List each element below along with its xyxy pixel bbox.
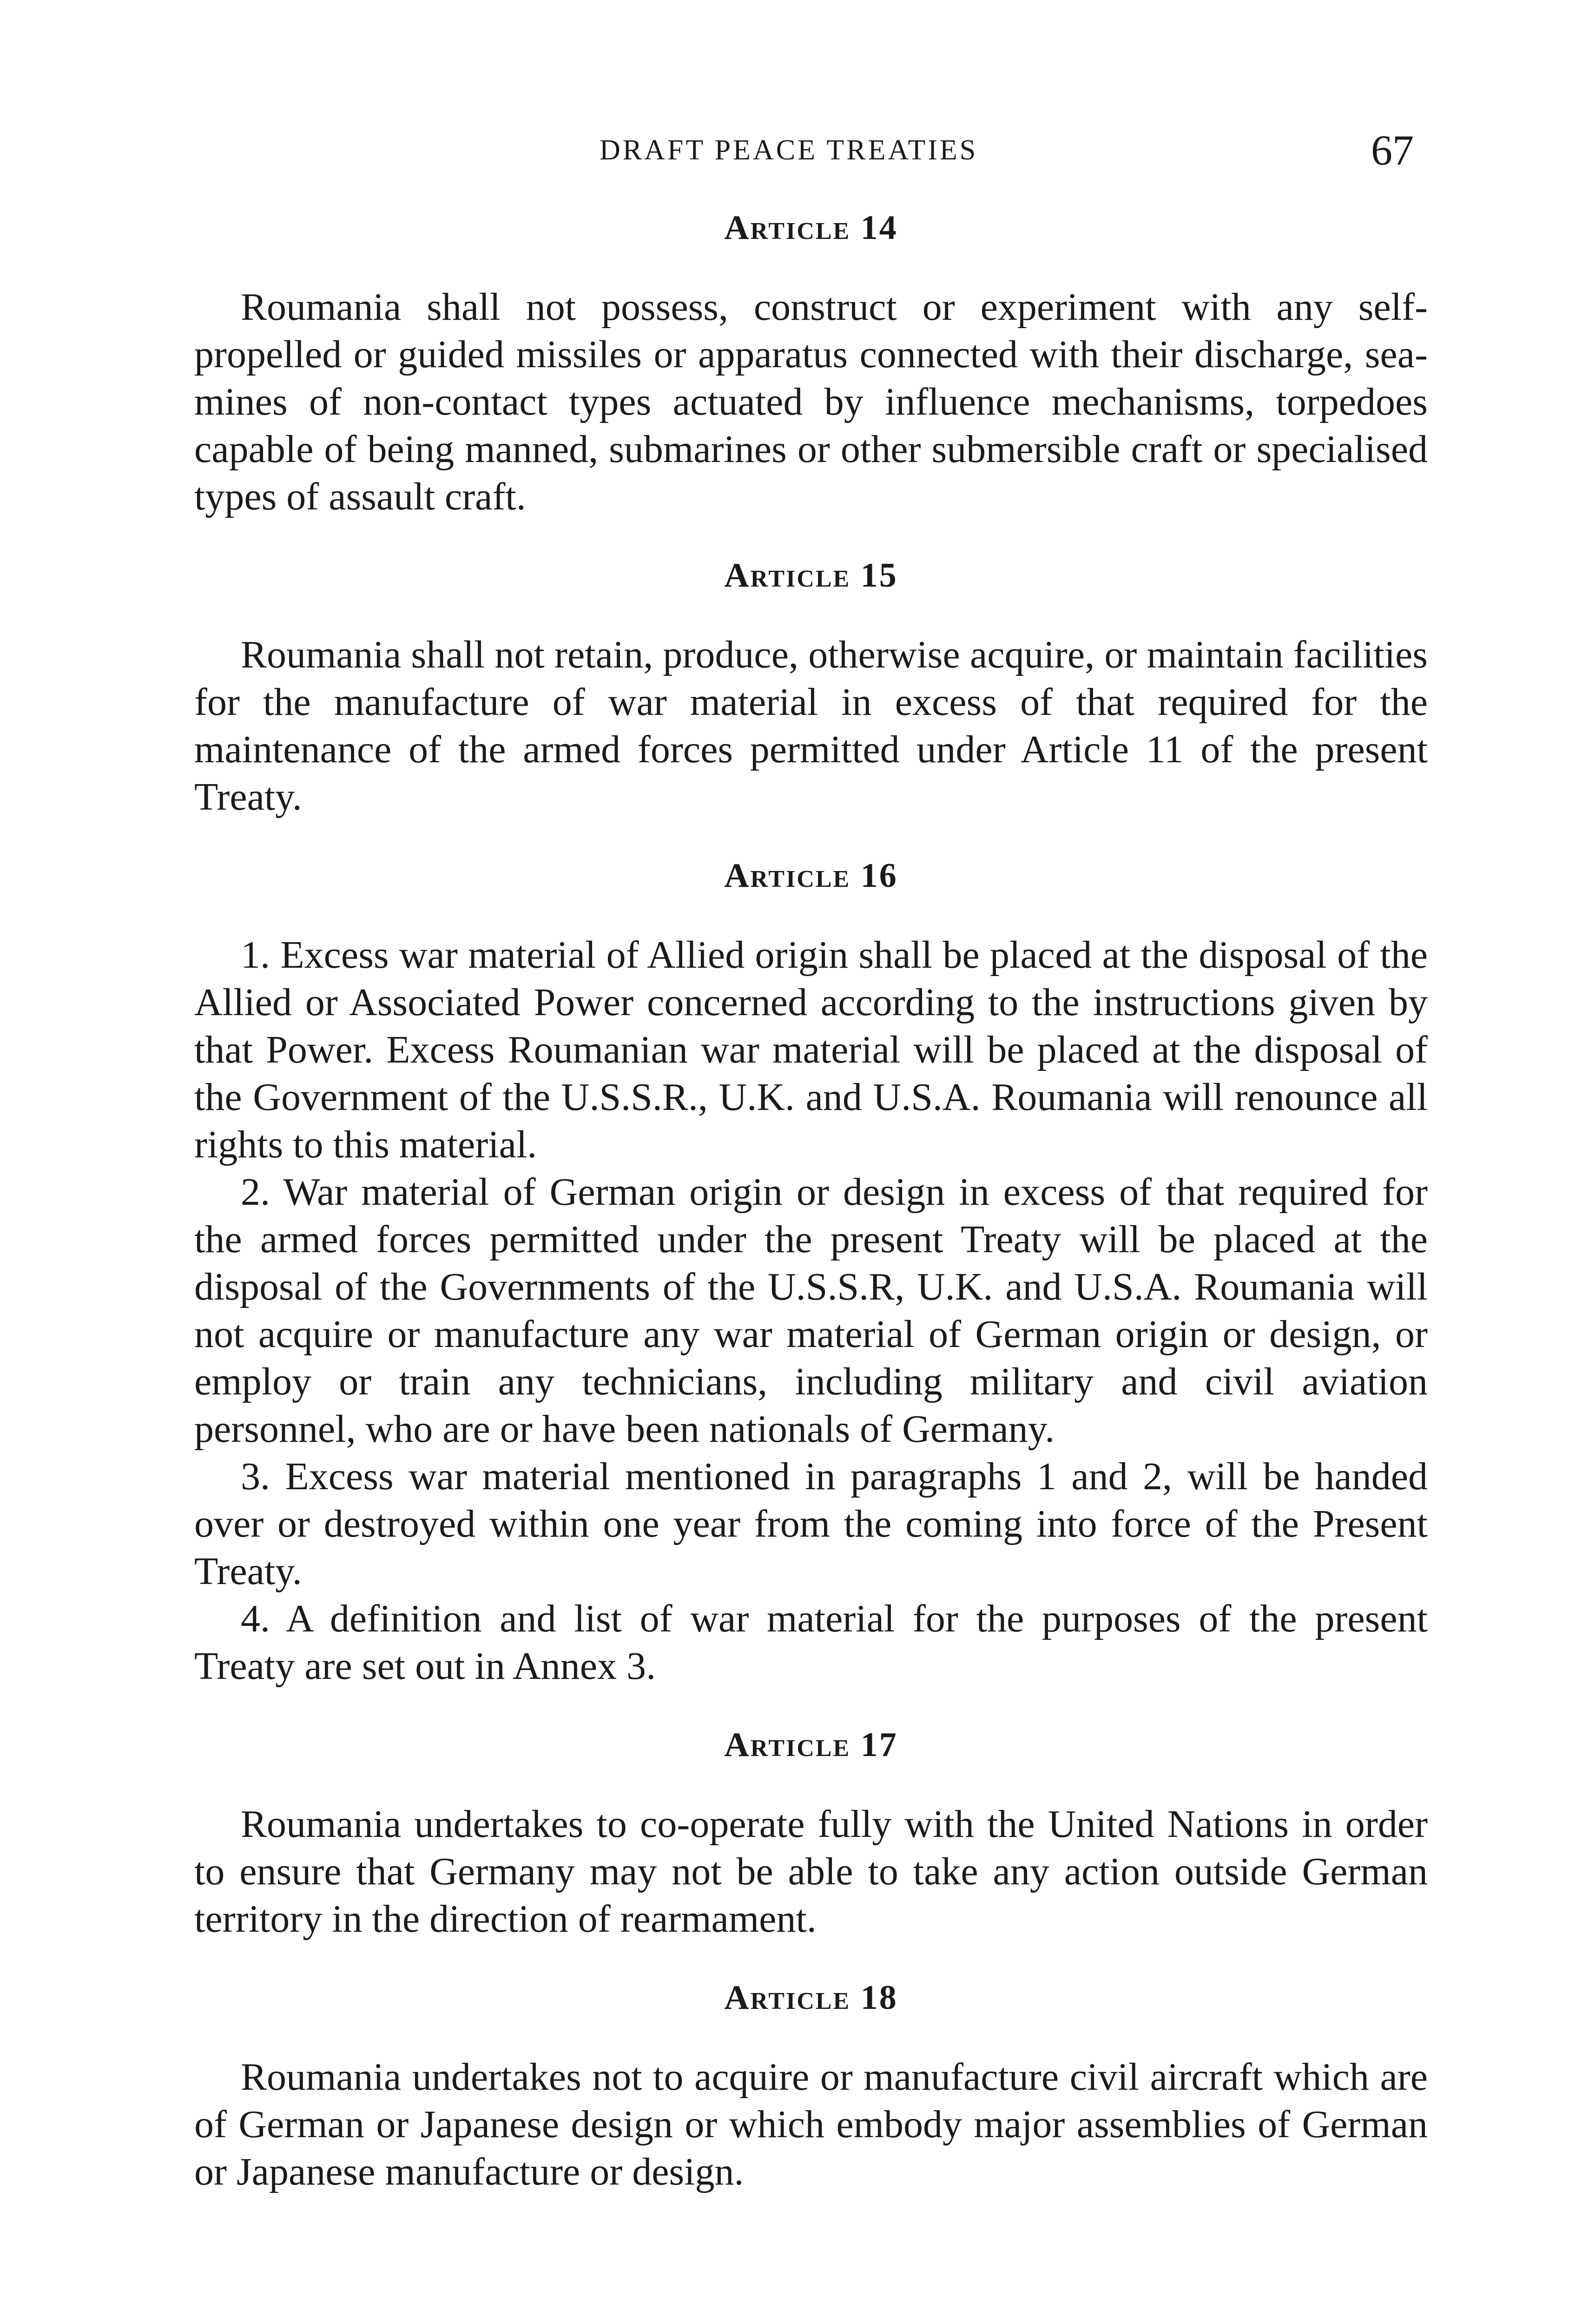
article-15 [194, 552, 1428, 821]
running-header [0, 125, 1582, 177]
article-14 [194, 205, 1428, 521]
article-17 [194, 1722, 1428, 1943]
article-heading: Article 14 [724, 209, 898, 247]
article-paragraph: Roumania undertakes not to acquire or manufacture civil aircraft which are of German or Japanese design or which embody major assemblies of German or Japanese manufacture or design. [194, 2055, 1428, 2193]
body-text [194, 205, 1428, 2196]
running-title: DRAFT PEACE TREATIES [600, 134, 978, 166]
article-paragraph: Roumania shall not retain, produce, otherwise acquire, or maintain facilities for the manufacture of war material in excess of that required for the maintenance of the armed forces permitted under Article 11 of the present Treaty. [194, 633, 1428, 819]
page-number: 67 [1371, 126, 1414, 174]
article-18 [194, 1974, 1428, 2196]
article-paragraph: Roumania undertakes to co-operate fully with the United Nations in order to ensure that Germany may not be able to take any action outside German territory in the direction of rearmament. [194, 1802, 1428, 1941]
article-heading: Article 16 [724, 857, 898, 895]
article-paragraph: 1. Excess war material of Allied origin shall be placed at the disposal of the Allied or Associated Power concerned according to the instructions given by that Power. Excess Roumanian war material will be placed at the disposal of the Government of the U.S.S.R., U.K. and U.S.A. Roumania will renounce all rights to this material. [194, 933, 1428, 1166]
article-16 [194, 852, 1428, 1690]
article-heading: Article 17 [724, 1726, 898, 1764]
article-heading: Article 15 [724, 556, 898, 594]
article-paragraph: 3. Excess war material mentioned in paragraphs 1 and 2, will be handed over or destroyed within one year from the coming into force of the Present Treaty. [194, 1455, 1428, 1593]
article-paragraph: 4. A definition and list of war material for the purposes of the present Treaty are set out in Annex 3. [194, 1597, 1428, 1688]
article-paragraph: 2. War material of German origin or design in excess of that required for the armed forces permitted under the present Treaty will be placed at the disposal of the Governments of the U.S.S.R, U.K. and U.S.A. Roumania will not acquire or manufacture any war material of German origin or design, or employ or train any technicians, including military and civil aviation personnel, who are or have been nationals of Germany. [194, 1170, 1428, 1451]
article-heading: Article 18 [724, 1979, 898, 2017]
article-paragraph: Roumania shall not possess, construct or experiment with any self-propelled or guided missiles or apparatus connected with their discharge, sea-mines of non-contact types actuated by influence mechanisms, torpedoes capable of being manned, submarines or other submersible craft or specialised types of assault craft. [194, 285, 1428, 518]
